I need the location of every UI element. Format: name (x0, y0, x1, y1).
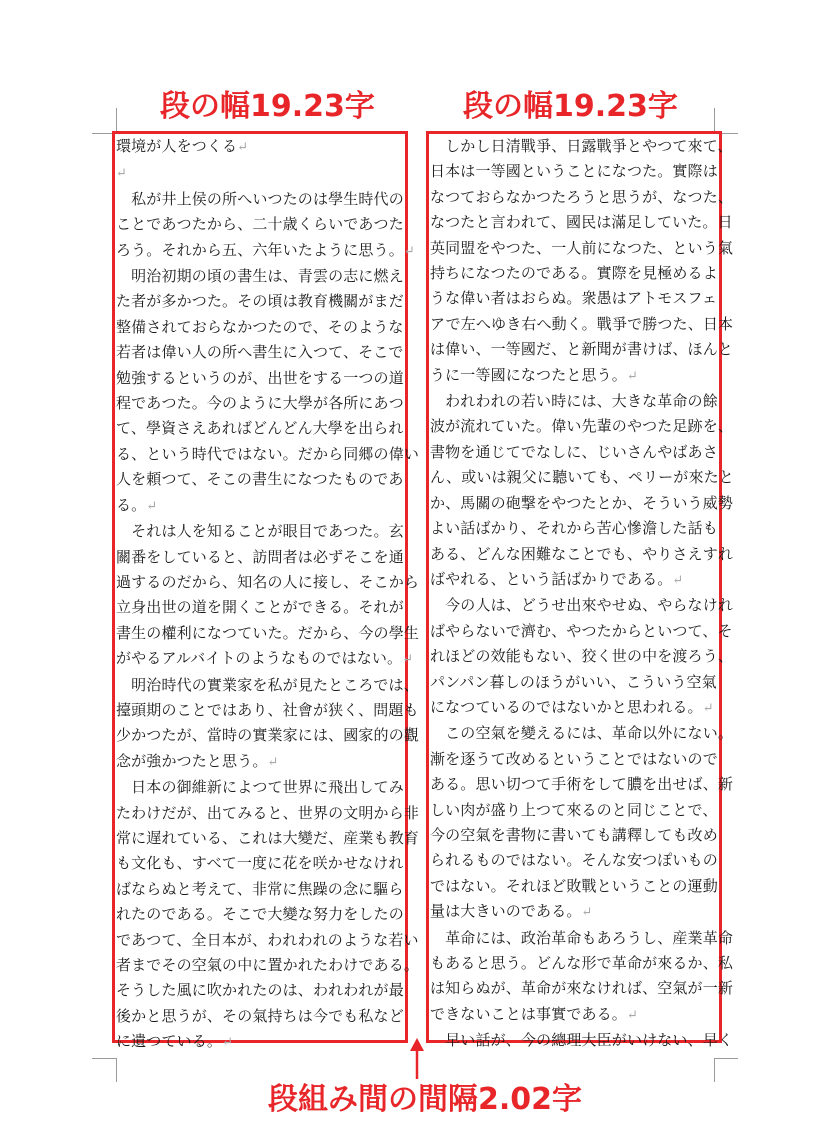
text-line: 今の人は、どうせ出來やせぬ、やらなけれ (430, 596, 734, 615)
text-line: がやるアルバイトのようなものではない。↵ (116, 649, 414, 668)
text-line: 環境が人をつくる↵ (116, 137, 249, 155)
text-line: る。↵ (116, 495, 158, 514)
paragraph-mark-icon: ↵ (581, 905, 593, 921)
text-line: 量は大きいのである。↵ (430, 902, 593, 921)
text-line: しかし日清戰爭、日露戰爭とやつて來て、 (430, 137, 733, 155)
text-line: 勉強するというのが、出世をする一つの道 (116, 368, 404, 387)
text-line: たわけだが、出てみると、世界の文明から非 (116, 803, 420, 822)
text-line: た者が多かつた。その頃は教育機關がまだ (116, 292, 404, 311)
text-line: られるものではない。そんな安つぽいもの (430, 851, 718, 870)
paragraph-mark-icon: ↵ (402, 652, 414, 668)
crop-mark-bottom-left-v (116, 1058, 117, 1082)
crop-mark-bottom-right-v (714, 1058, 715, 1082)
paragraph-mark-icon: ↵ (626, 368, 638, 384)
text-line: 漸を逐うて改めるということではないので (430, 749, 718, 768)
text-line: 後かと思うが、その氣持ちは今でも私など (116, 1006, 404, 1025)
text-line: 書生の權利になつていた。だから、今の學生 (116, 623, 420, 642)
text-line: 英同盟をやつた、一人前になつた、という氣 (430, 238, 734, 257)
text-line: そうした風に吹かれたのは、われわれが最 (116, 981, 404, 1000)
text-line: 私が井上侯の所へいつたのは學生時代の (116, 189, 404, 208)
text-line: パンパン暮しのほうがいい、こういう空氣 (430, 672, 717, 691)
text-line: しい肉が盛り上つて來るのと同じことで、 (430, 800, 718, 819)
text-line: うな偉い者はおらぬ。衆愚はアトモスフェ (430, 289, 718, 308)
text-line: て、學資さえあればどんどん大學を出られ (116, 419, 404, 438)
text-line: この空氣を變えるには、革命以外にない。 (430, 724, 734, 743)
text-line: アで左へゆき右へ動く。戰爭で勝つた、日本 (430, 314, 734, 333)
paragraph-mark-icon: ↵ (116, 166, 128, 182)
text-line: 早い話が、今の總理大臣がいけない、早く (430, 1031, 734, 1050)
paragraph-mark-icon: ↵ (146, 498, 158, 514)
paragraph-mark-icon: ↵ (267, 754, 279, 770)
text-line: 念が強かつたと思う。↵ (116, 751, 279, 770)
text-line: 整備されておらなかつたので、そのような (116, 317, 404, 336)
text-line: なつておらなかつたろうと思うが、なつた、 (430, 187, 734, 206)
text-line: 明治初期の頃の書生は、青雲の志に燃え (116, 267, 404, 286)
text-line (116, 160, 406, 186)
text-line: であつて、全日本が、われわれのような若い (116, 930, 419, 949)
text-line: 日本は一等國ということになつた。實際は (430, 162, 718, 181)
column-gap-label: 段組み間の間隔2.02字 (268, 1082, 583, 1117)
text-line: よい話ばかり、それから苦心慘澹した話も (430, 519, 718, 538)
text-line: に遺つている。↵ (116, 1032, 234, 1051)
text-line: は偉い、一等國だ、と新聞が書けば、ほんと (430, 340, 734, 359)
text-column-left[interactable] (116, 134, 420, 1051)
text-line: ばならぬと考えて、非常に焦躁の念に驅ら (116, 879, 404, 898)
text-line: 擡頭期のことではあり、社會が狭く、問題も (116, 700, 419, 719)
text-line: か、馬關の砲撃をやつたとか、そういう威勢 (430, 493, 734, 512)
text-line: ことであつたから、二十歳くらいであつた (116, 215, 404, 234)
text-line: 若者は偉い人の所へ書生に入つて、そこで (116, 343, 404, 362)
text-line: れほどの效能もない、狡く世の中を渡ろう、 (430, 647, 734, 666)
text-line: 者までその空氣の中に置かれたわけである。 (116, 956, 420, 974)
text-line: 關番をしていると、訪問者は必ずそこを通 (116, 547, 404, 566)
text-line: は知らぬが、革命が來なければ、空氣が一新 (430, 979, 734, 998)
text-line: それは人を知ることが眼目であつた。玄 (116, 522, 404, 541)
column-width-label-left: 段の幅19.23字 (160, 89, 375, 124)
text-line: ばやれる、という話ばかりである。↵ (430, 569, 684, 588)
text-line: 程であつた。今のように大學が各所にあつ (116, 394, 404, 413)
gap-arrow-icon (409, 1038, 425, 1080)
crop-mark-bottom-left-h (92, 1058, 116, 1059)
paragraph-mark-icon: ↵ (237, 140, 249, 155)
text-line: も文化も、すべて一度に花を咲かせなけれ (116, 854, 404, 873)
text-line: ろう。それから五、六年いたように思う。↵ (116, 240, 415, 259)
text-line: 書物を通じてでなしに、じいさんやばあさ (430, 442, 718, 461)
paragraph-mark-icon: ↵ (672, 572, 684, 588)
text-line: 人を頼つて、そこの書生になつたものであ (116, 470, 404, 489)
text-line: 日本の御維新によつて世界に飛出してみ (116, 778, 404, 797)
text-line: ある。思い切つて手術をして膿を出せば、新 (430, 775, 734, 794)
text-line: れたのである。そこで大變な努力をしたの (116, 905, 404, 924)
text-line: 少かつたが、當時の實業家には、國家的の觀 (116, 726, 420, 745)
text-line: ではない。それほど敗戰ということの運動 (430, 876, 718, 895)
text-line: ある、どんな困難なことでも、やりさえすれ (430, 544, 734, 563)
text-line: もあると思う。どんな形で革命が來るか、私 (430, 954, 734, 972)
text-line: 持ちになつたのである。實際を見極めるよ (430, 264, 718, 283)
paragraph-mark-icon: ↵ (626, 1007, 638, 1023)
text-line: ん、或いは親父に聽いても、ペリーが來たと (430, 468, 734, 487)
text-line: になつているのではないかと思われる。↵ (430, 697, 714, 716)
column-width-label-right: 段の幅19.23字 (463, 89, 678, 124)
text-line: る、という時代ではない。だから同郷の偉い (116, 444, 420, 463)
text-line: われわれの若い時には、大きな革命の餘 (430, 392, 718, 411)
text-line: 明治時代の實業家を私が見たところでは、 (116, 675, 419, 694)
text-line: 今の空氣を書物に書いても講釋しても改め (430, 825, 718, 844)
paragraph-mark-icon: ↵ (702, 700, 714, 716)
text-column-right[interactable] (430, 134, 734, 1050)
text-line: 波が流れていた。偉い先輩のやつた足跡を、 (430, 417, 734, 436)
text-line: ばやらないで濟む、やつたからといつて、そ (430, 621, 733, 640)
paragraph-mark-icon: ↵ (222, 1035, 234, 1051)
crop-mark-bottom-right-h (714, 1058, 738, 1059)
text-line: 過するのだから、知名の人に接し、そこから (116, 572, 420, 591)
text-line: 革命には、政治革命もあろうし、産業革命 (430, 928, 734, 947)
text-line: できないことは事實である。↵ (430, 1004, 638, 1023)
text-line: 常に遅れている、これは大變だ、産業も教育 (116, 828, 420, 847)
text-line: なつたと言われて、國民は滿足していた。日 (430, 213, 733, 232)
paragraph-mark-icon: ↵ (403, 243, 415, 259)
text-line: うに一等國になつたと思う。↵ (430, 365, 638, 384)
text-line: 立身出世の道を開くことができる。それが (116, 598, 404, 617)
